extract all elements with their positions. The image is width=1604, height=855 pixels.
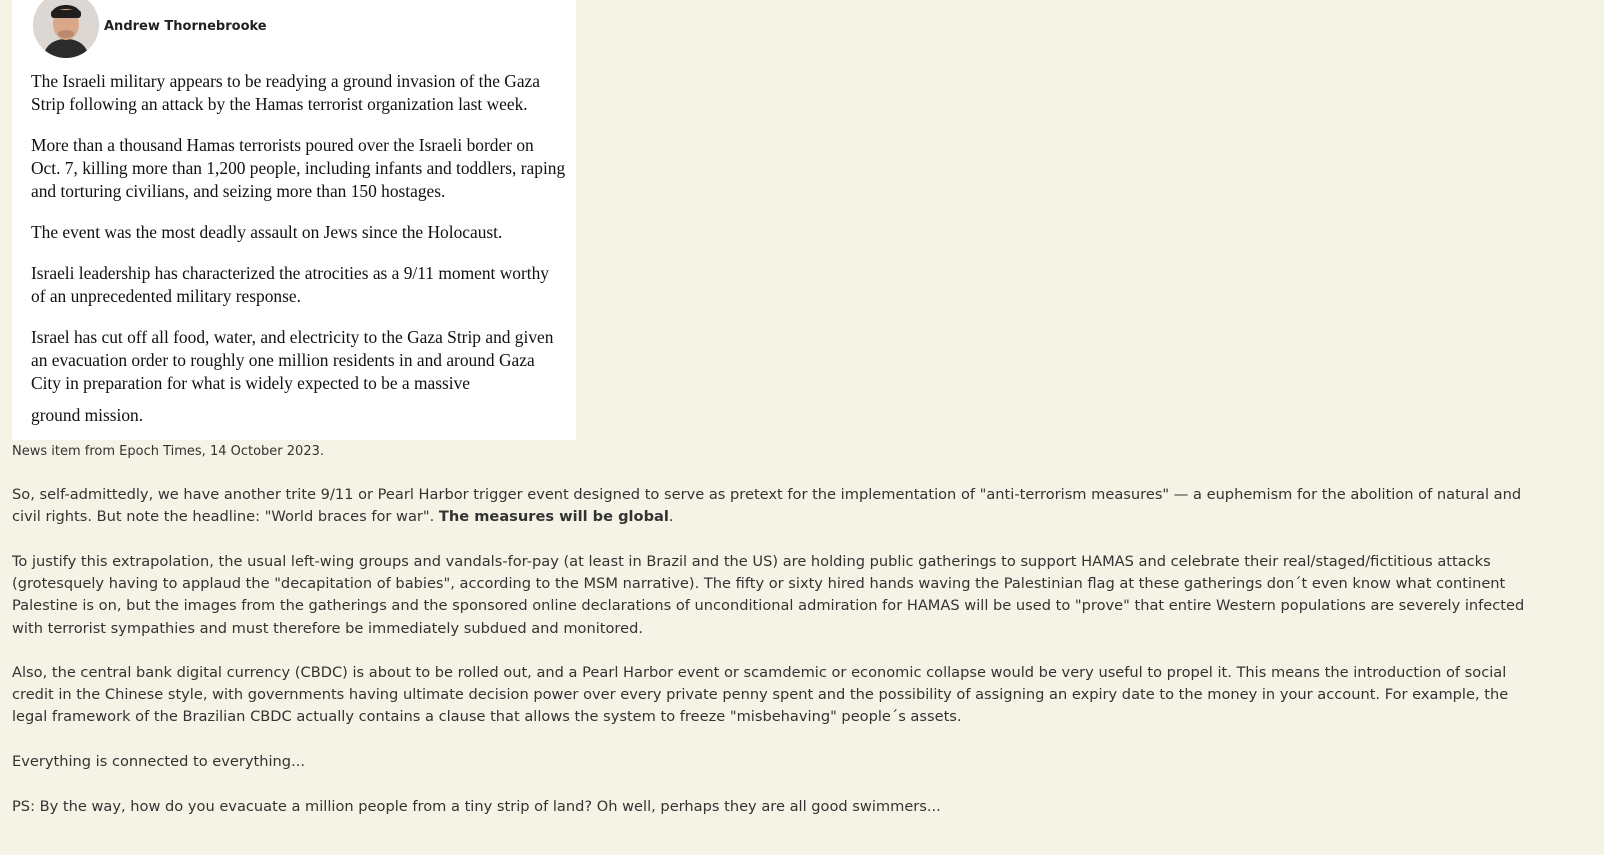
news-paragraph: Israeli leadership has characterized the atrocities as a 9/11 moment worthy of an unprecedented military response. — [31, 263, 549, 306]
post-paragraph: Also, the central bank digital currency (CBDC) is about to be rolled out, and a Pearl Harbor event or scamdemic or economic collapse would be very useful to propel it. This means the introduction of social credit in the Chinese style, with governments having ultimate decision power over every private penny spent and the possibility of assigning an expiry date to the money in your account. For example, the legal framework of the Brazilian CBDC actually contains a clause that allows the system to freeze "misbehaving" people´s assets. — [12, 664, 1509, 726]
author-avatar — [33, 0, 99, 58]
news-paragraph: ground mission. — [31, 405, 144, 425]
image-caption: News item from Epoch Times, 14 October 2023. — [12, 444, 324, 459]
post-text: So, self-admittedly, we have another trite 9/11 or Pearl Harbor trigger event designed to serve as pretext for the implementation of "anti-terrorism measures" — a euphemism for the abolition of natural and civil rights. But note the headline: "World braces for war". — [12, 486, 1522, 526]
post-paragraph — [12, 484, 1544, 528]
post-paragraph: To justify this extrapolation, the usual left-wing groups and vandals-for-pay (at least in Brazil and the US) are holding public gatherings to support HAMAS and celebrate their real/staged/fictitious attacks (grotesquely having to applaud the "decapitation of babies", according to the MSM narrative). The fifty or sixty hired hands waving the Palestinian flag at these gatherings don´t even know what continent Palestine is on, but the images from the gatherings and the sponsored online declarations of unconditional admiration for HAMAS will be used to "prove" that entire Western populations are severely infected with terrorist sympathies and must therefore be immediately subdued and monitored. — [12, 553, 1525, 637]
post-paragraph: PS: By the way, how do you evacuate a million people from a tiny strip of land? Oh well, perhaps they are all good swimmers... — [12, 798, 941, 815]
news-paragraph: More than a thousand Hamas terrorists poured over the Israeli border on Oct. 7, killing more than 1,200 people, including infants and toddlers, raping and torturing civilians, and seizing more than 150 hostages. — [31, 135, 566, 201]
author-photo-icon — [33, 0, 99, 58]
news-paragraph: The Israeli military appears to be readying a ground invasion of the Gaza Strip following an attack by the Hamas terrorist organization last week. — [31, 71, 540, 114]
emphasis-text: The measures will be global — [438, 508, 669, 526]
news-paragraph: The event was the most deadly assault on Jews since the Holocaust. — [31, 222, 503, 242]
post-text-end: . — [668, 508, 674, 526]
author-name: Andrew Thornebrooke — [104, 19, 267, 34]
post-paragraph: Everything is connected to everything... — [12, 753, 305, 770]
news-paragraph: Israel has cut off all food, water, and electricity to the Gaza Strip and given an evacuation order to roughly one million residents in and around Gaza City in preparation for what is widely expected to be a massive — [31, 327, 554, 393]
news-screenshot-image — [12, 0, 576, 440]
